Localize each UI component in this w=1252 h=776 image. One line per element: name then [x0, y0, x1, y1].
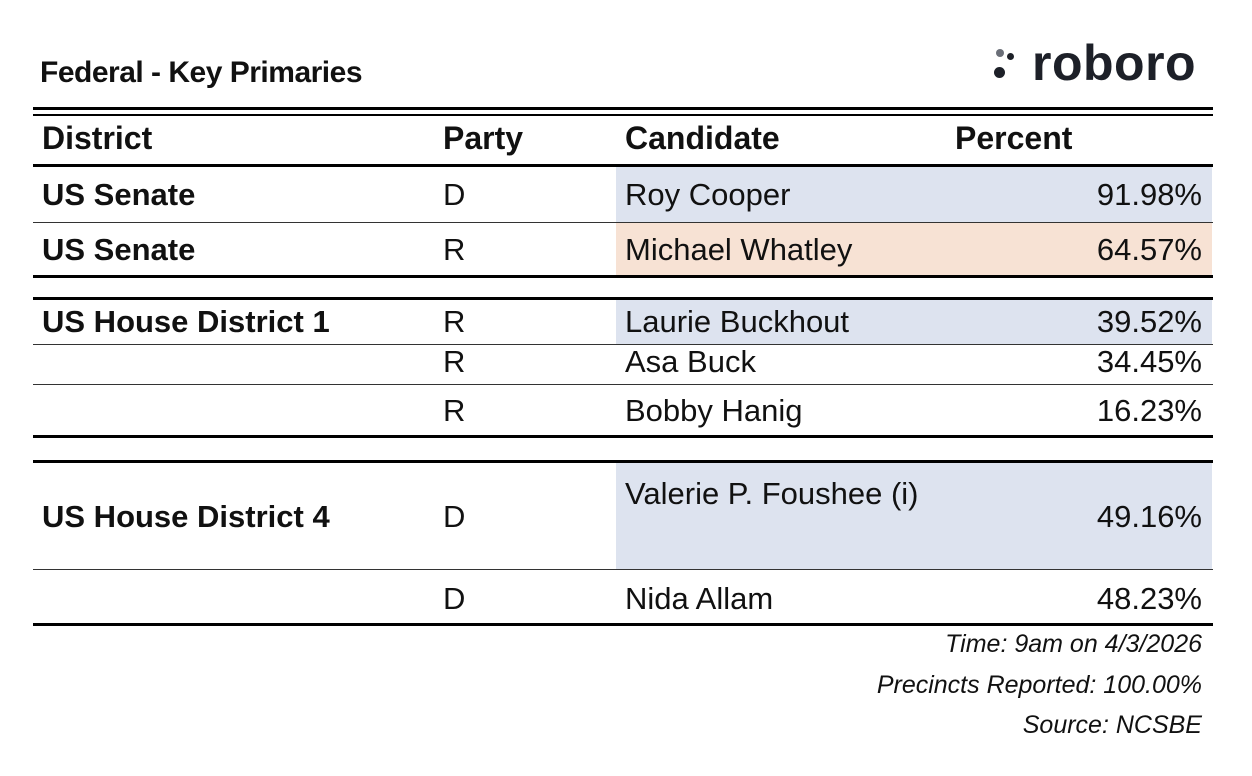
- row-candidate: Laurie Buckhout: [625, 304, 850, 339]
- row-candidate: Nida Allam: [625, 581, 774, 616]
- row-divider: [33, 569, 1213, 570]
- row-candidate: Michael Whatley: [625, 232, 853, 267]
- header-party: Party: [443, 120, 524, 156]
- section-rule: [33, 435, 1213, 438]
- row-percent: 64.57%: [1096, 232, 1202, 267]
- page-title: Federal - Key Primaries: [40, 56, 363, 89]
- row-party: R: [443, 304, 466, 339]
- row-percent: 91.98%: [1096, 177, 1202, 212]
- logo-text: roboro: [1032, 35, 1197, 91]
- row-party: R: [443, 232, 466, 267]
- row-district: US House District 4: [42, 499, 330, 534]
- header-candidate: Candidate: [625, 120, 780, 156]
- footer-time: Time: 9am on 4/3/2026: [945, 630, 1202, 658]
- row-district: US Senate: [42, 177, 196, 212]
- row-percent: 39.52%: [1096, 304, 1202, 339]
- row-party: D: [443, 581, 466, 616]
- row-candidate: Roy Cooper: [625, 177, 791, 212]
- row-district: US House District 1: [42, 304, 330, 339]
- row-party: D: [443, 499, 466, 534]
- bottom-rule: [33, 623, 1213, 626]
- row-party: R: [443, 393, 466, 428]
- row-candidate: Asa Buck: [625, 344, 756, 379]
- row-party: R: [443, 344, 466, 379]
- row-percent: 34.45%: [1096, 344, 1202, 379]
- header-percent: Percent: [955, 120, 1073, 156]
- header-district: District: [42, 120, 153, 156]
- row-percent: 49.16%: [1096, 499, 1202, 534]
- roboro-logo: [990, 35, 1197, 91]
- row-percent: 48.23%: [1096, 581, 1202, 616]
- top-rule-2: [33, 114, 1213, 116]
- row-party: D: [443, 177, 466, 212]
- row-percent: 16.23%: [1096, 393, 1202, 428]
- row-candidate: Valerie P. Foushee (i): [625, 476, 919, 511]
- row-district: US Senate: [42, 232, 196, 267]
- section-rule: [33, 275, 1213, 278]
- row-divider: [33, 384, 1213, 385]
- footer-source: Source: NCSBE: [1022, 711, 1202, 739]
- footer-precincts: Precincts Reported: 100.00%: [876, 671, 1202, 699]
- top-rule: [33, 107, 1213, 110]
- logo-dots-icon: [990, 43, 1020, 83]
- row-candidate: Bobby Hanig: [625, 393, 803, 428]
